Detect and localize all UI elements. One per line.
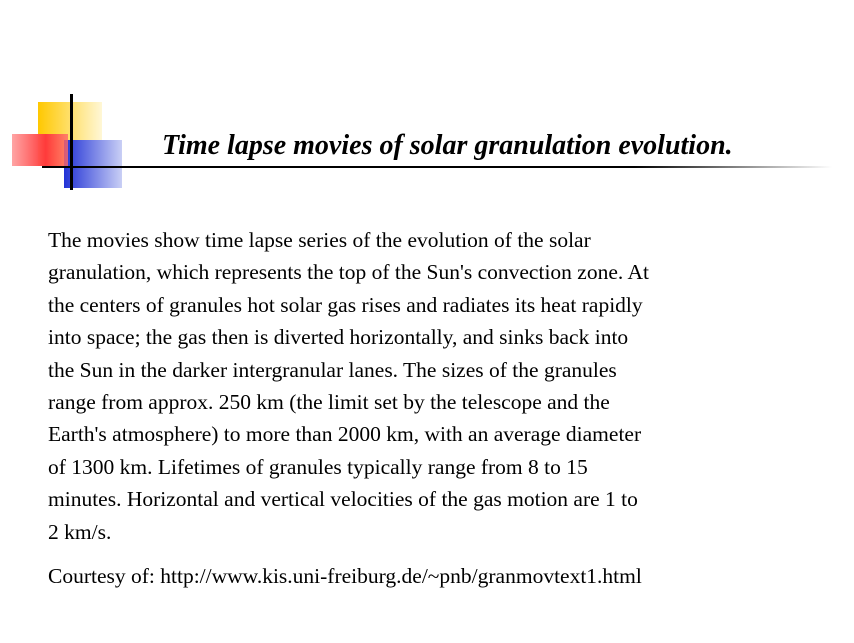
- body-line: The movies show time lapse series of the evolution of the solar: [48, 228, 591, 252]
- body-line: range from approx. 250 km (the limit set by the telescope and the: [48, 390, 610, 415]
- courtesy-link[interactable]: Courtesy of: http://www.kis.uni-freiburg.de/~pnb/granmovtext1.html: [48, 564, 642, 588]
- body-line: granulation, which represents the top of the Sun's convection zone. At: [48, 260, 649, 285]
- body-line: into space; the gas then is diverted horizontally, and sinks back into: [48, 325, 629, 350]
- body-line: of 1300 km. Lifetimes of granules typically range from 8 to 15: [48, 454, 588, 479]
- vertical-rule: [70, 94, 73, 190]
- horizontal-rule: [42, 166, 832, 168]
- body-line: the Sun in the darker intergranular lanes. The sizes of the granules: [48, 357, 617, 382]
- body-line: Earth's atmosphere) to more than 2000 km, with an average diameter: [48, 422, 642, 447]
- red-bar: [12, 134, 68, 166]
- body-line: the centers of granules hot solar gas rises and radiates its heat rapidly: [48, 292, 643, 317]
- slide-title: Time lapse movies of solar granulation evolution.: [162, 130, 733, 161]
- body-line: 2 km/s.: [48, 519, 112, 544]
- body-paragraph: [48, 224, 808, 548]
- body-line: minutes. Horizontal and vertical velocities of the gas motion are 1 to: [48, 487, 638, 512]
